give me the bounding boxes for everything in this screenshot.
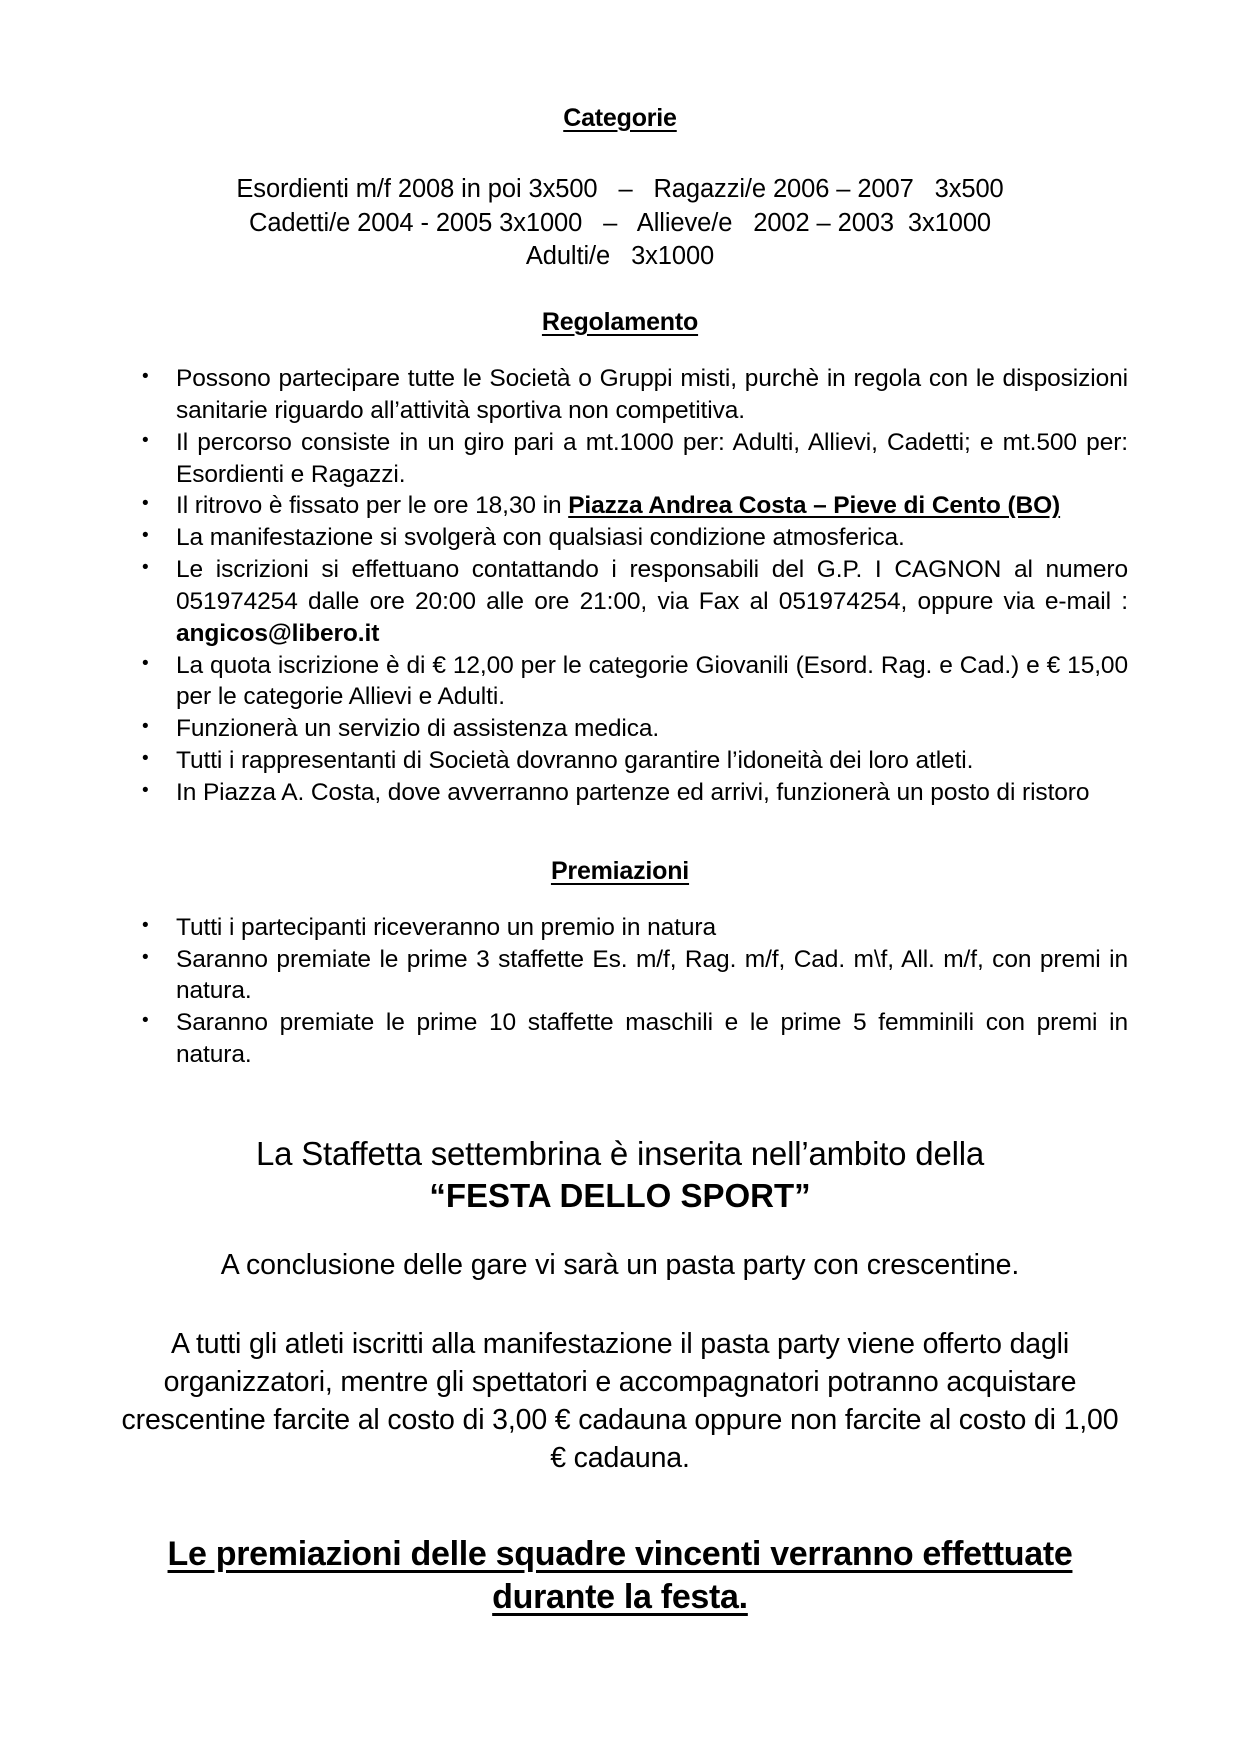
premiazioni-item	[132, 912, 1128, 944]
regolamento-text: Possono partecipare tutte le Società o Gruppi misti, purchè in regola con le disposizioni sanitarie riguardo all’attività sportiva non competitiva.	[176, 364, 1128, 424]
regolamento-emphasis: angicos@libero.it	[176, 619, 380, 647]
regolamento-text: Il percorso consiste in un giro pari a mt.1000 per: Adulti, Allievi, Cadetti; e mt.500 per: Esordienti e Ragazzi.	[176, 428, 1128, 488]
regolamento-text: Il ritrovo è fissato per le ore 18,30 in	[176, 492, 569, 520]
spacer	[112, 1071, 1128, 1133]
regolamento-item	[132, 713, 1128, 745]
offer-paragraph: A tutti gli atleti iscritti alla manifestazione il pasta party viene offerto dagli organizzatori, mentre gli spettatori e accompagnatori potranno acquistare crescentine farcite al costo di 3,00 € cadauna oppure non farcite al costo di 1,00 € cadauna.	[121, 1327, 1119, 1475]
spacer	[112, 1217, 1128, 1247]
regolamento-item	[132, 777, 1128, 809]
pasta-party-line: A conclusione delle gare vi sarà un pasta party con crescentine.	[220, 1249, 1020, 1282]
spacer	[112, 274, 1128, 308]
spacer	[112, 1285, 1128, 1325]
categorie-line: Adulti/e 3x1000	[525, 242, 715, 271]
premiazioni-item	[132, 1007, 1128, 1071]
regolamento-text: La quota iscrizione è di € 12,00 per le categorie Giovanili (Esord. Rag. e Cad.) e € 15,00 per le categorie Allievi e Adulti.	[176, 651, 1128, 711]
final-note: Le premiazioni delle squadre vincenti verranno effettuate durante la festa.	[167, 1535, 1073, 1617]
premiazioni-text: Tutti i partecipanti riceveranno un premio in natura	[176, 913, 716, 941]
festa-title-text: “FESTA DELLO SPORT”	[429, 1177, 811, 1215]
spacer	[112, 886, 1128, 912]
premiazioni-text: Saranno premiate le prime 3 staffette Es. m/f, Rag. m/f, Cad. m\f, All. m/f, con premi in natura.	[176, 945, 1128, 1005]
regolamento-item	[132, 490, 1128, 522]
premiazioni-list	[112, 912, 1128, 1071]
premiazioni-text: Saranno premiate le prime 10 staffette maschili e le prime 5 femminili con premi in natura.	[176, 1009, 1128, 1069]
regolamento-emphasis: Piazza Andrea Costa – Pieve di Cento (BO)	[568, 492, 1061, 520]
categorie-line: Cadetti/e 2004 - 2005 3x1000 – Allieve/e 2002 – 2003 3x1000	[249, 208, 991, 237]
regolamento-text: Funzionerà un servizio di assistenza medica.	[176, 715, 660, 743]
regolamento-item	[132, 363, 1128, 427]
spacer	[112, 337, 1128, 363]
regolamento-text: Le iscrizioni si effettuano contattando i responsabili del G.P. I CAGNON al numero 051974254 dalle ore 20:00 alle ore 21:00, via Fax al 051974254, oppure via e-mail :	[176, 556, 1128, 615]
spacer	[112, 1477, 1128, 1533]
section-heading-premiazioni: Premiazioni	[550, 856, 690, 885]
regolamento-text: In Piazza A. Costa, dove avverranno partenze ed arrivi, funzionerà un posto di ristoro	[176, 778, 1090, 806]
categorie-line: Esordienti m/f 2008 in poi 3x500 – Ragazzi/e 2006 – 2007 3x500	[236, 175, 1004, 203]
spacer	[112, 133, 1128, 173]
regolamento-item	[132, 554, 1128, 650]
festa-intro-text: La Staffetta settembrina è inserita nell’ambito della	[255, 1135, 985, 1172]
spacer	[112, 809, 1128, 857]
regolamento-list	[112, 363, 1128, 809]
premiazioni-item	[132, 944, 1128, 1008]
regolamento-item	[132, 427, 1128, 491]
categorie-lines	[112, 173, 1128, 274]
regolamento-text: Tutti i rappresentanti di Società dovranno garantire l’idoneità dei loro atleti.	[176, 747, 974, 775]
festa-block	[112, 1133, 1128, 1217]
regolamento-item	[132, 650, 1128, 714]
regolamento-item	[132, 745, 1128, 777]
regolamento-text: La manifestazione si svolgerà con qualsiasi condizione atmosferica.	[176, 524, 905, 552]
section-heading-categorie: Categorie	[563, 104, 677, 132]
section-heading-regolamento: Regolamento	[541, 307, 699, 336]
regolamento-item	[132, 522, 1128, 554]
